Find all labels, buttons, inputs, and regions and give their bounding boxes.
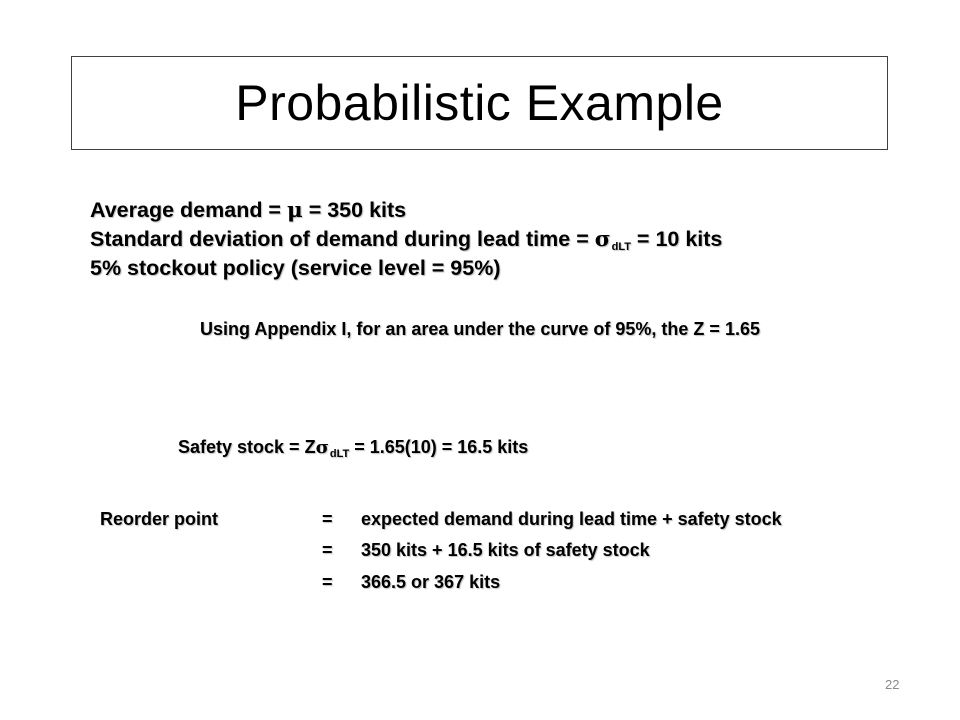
std-dev-line (90, 227, 722, 253)
reorder-eq-2: = (322, 540, 333, 560)
sigma-symbol: σ (594, 227, 611, 252)
slide-title: Probabilistic Example (235, 75, 724, 131)
reorder-value-2: 350 kits + 16.5 kits of safety stock (361, 540, 650, 560)
std-dev-prefix: Standard deviation of demand during lead time = (90, 227, 595, 251)
reorder-eq-1: = (322, 509, 333, 529)
average-demand-suffix: = 350 kits (302, 198, 407, 222)
appendix-note: Using Appendix I, for an area under the curve of 95%, the Z = 1.65 (200, 319, 760, 339)
page-number: 22 (885, 677, 900, 692)
reorder-value-3: 366.5 or 367 kits (361, 572, 501, 592)
safety-sigma-symbol: σ (315, 437, 329, 458)
safety-stock-subscript: dLT (329, 448, 350, 460)
safety-stock-line (178, 437, 528, 460)
mu-symbol: μ (286, 198, 303, 223)
safety-stock-suffix: = 1.65(10) = 16.5 kits (349, 437, 529, 457)
reorder-point-label: Reorder point (100, 509, 219, 529)
std-dev-subscript: dLT (611, 241, 631, 253)
average-demand-line (90, 198, 406, 223)
safety-stock-prefix: Safety stock = Z (178, 437, 316, 457)
average-demand-prefix: Average demand = (90, 198, 287, 222)
std-dev-suffix: = 10 kits (630, 227, 723, 251)
stockout-policy-line: 5% stockout policy (service level = 95%) (90, 256, 501, 280)
title-box (71, 56, 888, 150)
reorder-eq-3: = (322, 572, 333, 592)
reorder-value-1: expected demand during lead time + safety stock (361, 509, 782, 529)
